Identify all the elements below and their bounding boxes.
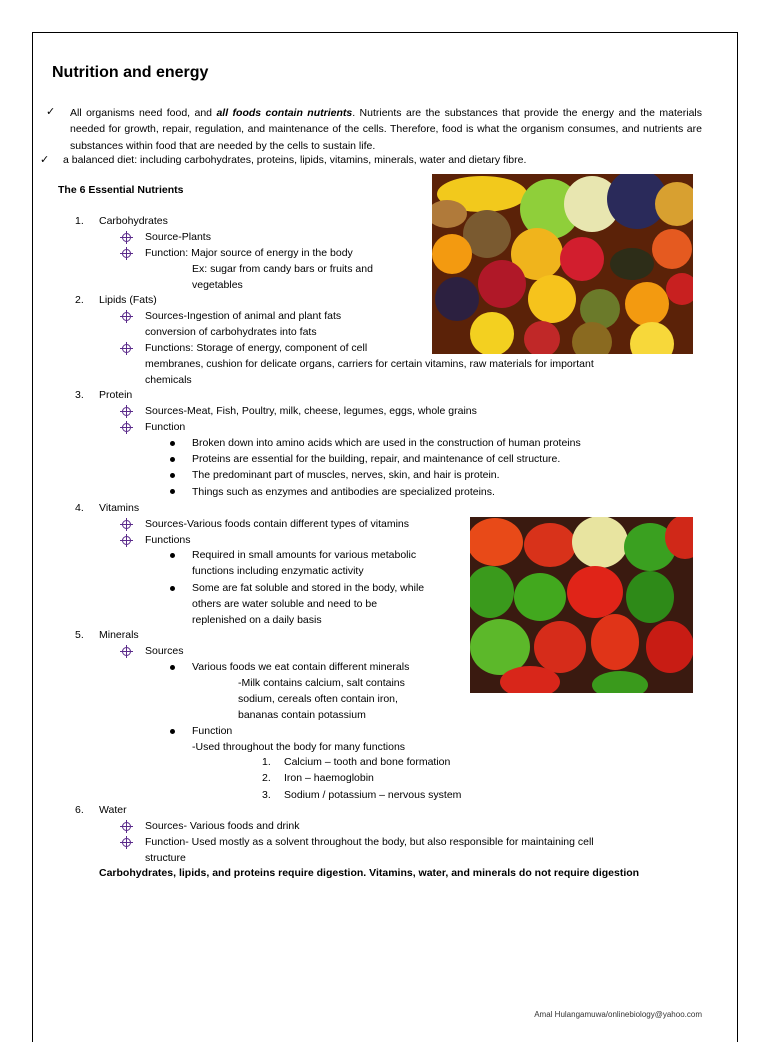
- list-number: 5.: [75, 629, 84, 641]
- circle-cross-icon: [122, 407, 131, 416]
- list-number: 6.: [75, 804, 84, 816]
- list-number: 3.: [262, 789, 271, 801]
- list-item: Sources-Various foods contain different types of vitamins: [145, 518, 409, 530]
- footer-credit: Amal Hulangamuwa/onlinebiology@yahoo.com: [534, 1010, 702, 1019]
- circle-cross-icon: [122, 822, 131, 831]
- list-item: Function: [145, 421, 186, 433]
- nutrient-name: Minerals: [99, 629, 139, 641]
- list-item: -Milk contains calcium, salt contains: [238, 677, 405, 689]
- checkmark-icon: ✓: [40, 154, 50, 166]
- list-item: Function: [192, 725, 233, 737]
- list-number: 3.: [75, 389, 84, 401]
- circle-cross-icon: [122, 344, 131, 353]
- list-item: chemicals: [145, 374, 192, 386]
- circle-cross-icon: [122, 647, 131, 656]
- bullet-dot: [170, 553, 175, 558]
- list-item: Iron – haemoglobin: [284, 772, 374, 784]
- list-number: 1.: [75, 215, 84, 227]
- list-item: Sources-Meat, Fish, Poultry, milk, cheese, legumes, eggs, whole grains: [145, 405, 477, 417]
- list-item: Sodium / potassium – nervous system: [284, 789, 462, 801]
- nutrient-name: Vitamins: [99, 502, 140, 514]
- list-item: conversion of carbohydrates into fats: [145, 326, 317, 338]
- circle-cross-icon: [122, 312, 131, 321]
- list-item: The predominant part of muscles, nerves, skin, and hair is protein.: [192, 469, 500, 481]
- checkmark-icon: ✓: [46, 106, 56, 118]
- nutrient-name: Carbohydrates: [99, 215, 168, 227]
- list-item: functions including enzymatic activity: [192, 565, 364, 577]
- list-item: Sources- Various foods and drink: [145, 820, 300, 832]
- circle-cross-icon: [122, 233, 131, 242]
- fruit-photo: [432, 174, 693, 354]
- circle-cross-icon: [122, 249, 131, 258]
- bullet-dot: [170, 441, 175, 446]
- bullet-dot: [170, 457, 175, 462]
- list-item: Proteins are essential for the building, repair, and maintenance of cell structure.: [192, 453, 561, 465]
- circle-cross-icon: [122, 838, 131, 847]
- bullet-dot: [170, 665, 175, 670]
- list-item: Sources-Ingestion of animal and plant fats: [145, 310, 342, 322]
- peppers-photo: [470, 517, 693, 693]
- list-item: bananas contain potassium: [238, 709, 366, 721]
- list-item: others are water soluble and need to be: [192, 598, 378, 610]
- bullet-dot: [170, 489, 175, 494]
- circle-cross-icon: [122, 423, 131, 432]
- intro-paragraph-1: All organisms need food, and all foods contain nutrients. Nutrients are the substances that provide the energy and the materials needed for growth, repair, regulation, and maintenance of the cells. Therefore, food is what the organism consumes, and nutrients are substances within food that are needed by the cells to sustain life.: [70, 107, 702, 152]
- bullet-dot: [170, 586, 175, 591]
- list-item: Some are fat soluble and stored in the body, while: [192, 582, 425, 594]
- page-title: Nutrition and energy: [52, 64, 209, 81]
- list-item: membranes, cushion for delicate organs, carriers for certain vitamins, raw materials for important: [145, 358, 594, 370]
- list-item: Function- Used mostly as a solvent throughout the body, but also responsible for maintaining cell: [145, 836, 594, 848]
- conclusion-text: Carbohydrates, lipids, and proteins require digestion. Vitamins, water, and minerals do not require digestion: [99, 867, 640, 879]
- nutrient-name: Lipids (Fats): [99, 294, 157, 306]
- list-item: Function: Major source of energy in the body: [145, 247, 353, 259]
- nutrient-name: Protein: [99, 389, 133, 401]
- intro-paragraph-2: a balanced diet: including carbohydrates, proteins, lipids, vitamins, minerals, water and dietary fibre.: [63, 154, 527, 166]
- list-item: Various foods we eat contain different minerals: [192, 661, 410, 673]
- list-number: 2.: [262, 772, 271, 784]
- circle-cross-icon: [122, 520, 131, 529]
- list-item: Functions: [145, 534, 191, 546]
- list-item: Source-Plants: [145, 231, 211, 243]
- list-item: Things such as enzymes and antibodies are specialized proteins.: [192, 486, 495, 498]
- nutrient-name: Water: [99, 804, 127, 816]
- section-heading: The 6 Essential Nutrients: [58, 184, 184, 196]
- list-number: 4.: [75, 502, 84, 514]
- list-number: 2.: [75, 294, 84, 306]
- list-item: Required in small amounts for various metabolic: [192, 549, 417, 561]
- bullet-dot: [170, 473, 175, 478]
- list-item: vegetables: [192, 279, 243, 291]
- list-item: Functions: Storage of energy, component of cell: [145, 342, 368, 354]
- bullet-dot: [170, 729, 175, 734]
- circle-cross-icon: [122, 536, 131, 545]
- list-item: Ex: sugar from candy bars or fruits and: [192, 263, 373, 275]
- list-item: Sources: [145, 645, 184, 657]
- list-item: structure: [145, 852, 186, 864]
- list-item: sodium, cereals often contain iron,: [238, 693, 398, 705]
- list-item: -Used throughout the body for many functions: [192, 741, 406, 753]
- list-item: replenished on a daily basis: [192, 614, 322, 626]
- list-number: 1.: [262, 756, 271, 768]
- list-item: Calcium – tooth and bone formation: [284, 756, 451, 768]
- list-item: Broken down into amino acids which are used in the construction of human proteins: [192, 437, 581, 449]
